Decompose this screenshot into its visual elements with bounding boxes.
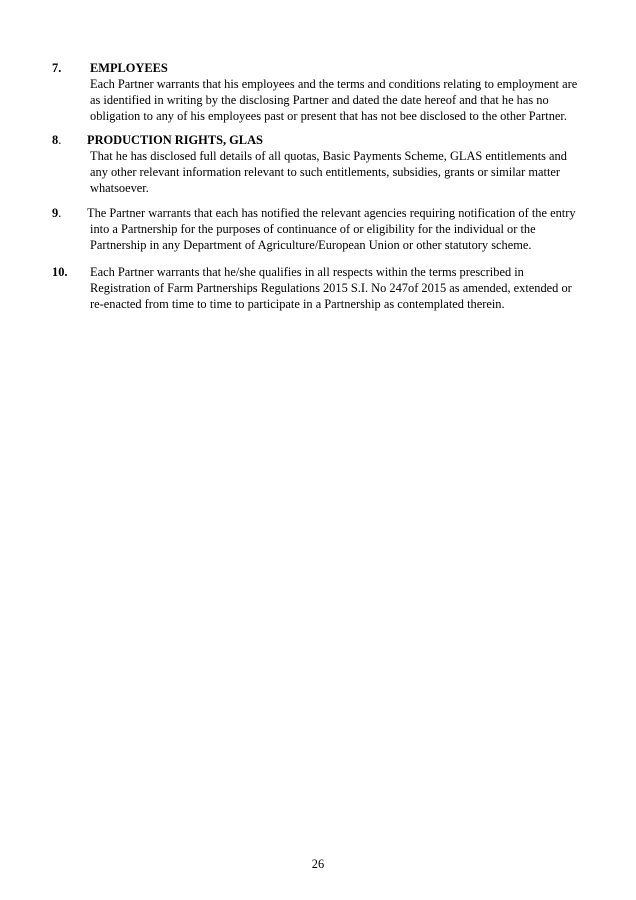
clause-text-line: any other relevant information relevant to such entitlements, subsidies, grants or similar matter [90,165,561,179]
clause-text-line: whatsoever. [90,181,149,195]
clause-number: 7. [52,61,62,75]
clause-number-suffix: . [58,133,62,147]
clause-text-line: Registration of Farm Partnerships Regulations 2015 S.I. No 247of 2015 as amended, extended or [90,281,572,295]
clause-text-line: That he has disclosed full details of all quotas, Basic Payments Scheme, GLAS entitlements and [90,149,567,163]
clause-text-line: The Partner warrants that each has notified the relevant agencies requiring notification of the entry [87,206,576,220]
clause-heading: PRODUCTION RIGHTS, GLAS [87,133,263,147]
clause-text-line: as identified in writing by the disclosing Partner and dated the date hereof and that he has no [90,93,549,107]
clause-9 [52,205,612,253]
clause-number [52,132,61,148]
clause-7 [52,60,612,124]
clause-number-suffix: . [58,206,62,220]
clause-text-line: Each Partner warrants that he/she qualifies in all respects within the terms prescribed in [90,265,524,279]
clause-text-line: into a Partnership for the purposes of continuance of or eligibility for the individual or the [90,222,536,236]
clause-number-digit: 9 [52,206,59,220]
clause-text-line: re-enacted from time to time to participate in a Partnership as contemplated therein. [90,297,505,311]
clause-text-line: obligation to any of his employees past or present that has not bee disclosed to the other Partner. [90,109,567,123]
clause-text-line: Each Partner warrants that his employees and the terms and conditions relating to employment are [90,77,578,91]
clause-number-digit: 8 [52,133,59,147]
page-number: 26 [311,857,325,871]
clause-heading: EMPLOYEES [90,61,168,75]
clause-8 [52,132,612,196]
clause-number [52,205,61,221]
clause-number: 10. [52,265,68,279]
clause-10 [52,264,612,312]
clause-text-line: Partnership in any Department of Agriculture/European Union or other statutory scheme. [90,238,532,252]
